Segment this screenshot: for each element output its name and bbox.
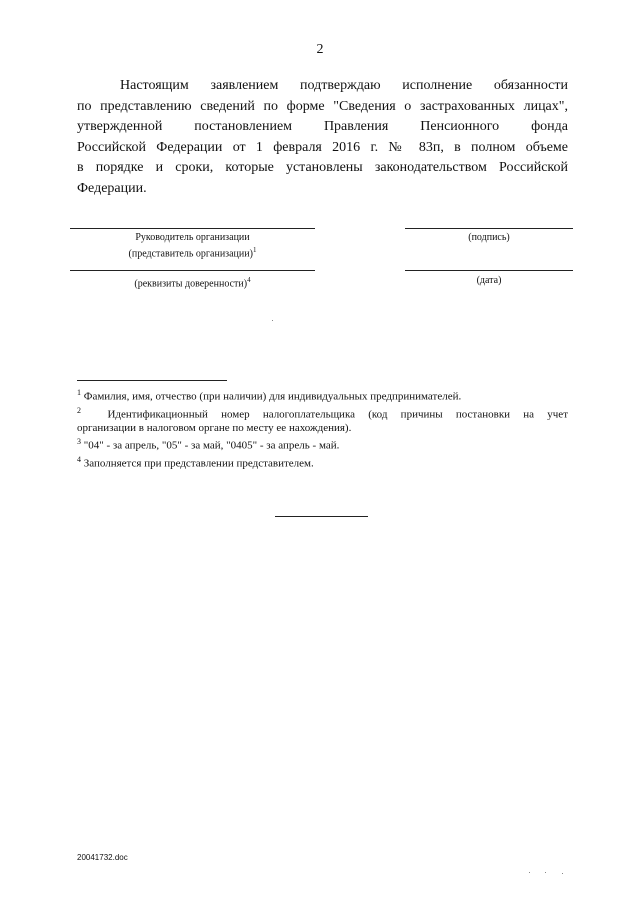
statement-line: Настоящим заявлением подтверждаю исполнение обязанности: [120, 78, 568, 93]
statement-line: Федерации.: [77, 180, 147, 196]
head-caption-line1: Руководитель организации: [135, 232, 250, 243]
date-caption: (дата): [476, 275, 502, 286]
document-reference: 20041732.doc: [77, 853, 128, 862]
head-name-line: [70, 228, 315, 229]
footnotes: [77, 386, 568, 471]
speck: [529, 872, 530, 873]
signature-line: [405, 228, 573, 229]
date-line: [405, 270, 573, 271]
speck: [545, 872, 546, 873]
statement-paragraph: [77, 76, 568, 199]
signature-caption: (подпись): [468, 232, 510, 243]
head-caption: [70, 231, 315, 260]
statement-line: по представлению сведений по форме "Сведения о застрахованных лицах",: [77, 98, 568, 114]
footnote-3: $^3$ "04" - за апрель, "05" - за май, "0405" - за апрель - май.: [77, 437, 340, 452]
page-number: 2: [316, 42, 324, 57]
footnote-separator: [77, 380, 227, 381]
footnote-1: $^1$ Фамилия, имя, отчество (при наличии) для индивидуальных предпринимателей.: [77, 388, 462, 403]
speck: [562, 873, 563, 874]
end-of-document-rule: [275, 516, 368, 517]
statement-line: в порядке и сроки, которые установлены законодательством Российской: [77, 160, 568, 175]
statement-line: утвержденной постановлением Правления Пенсионного фонда: [77, 119, 568, 134]
statement-line: Российской Федерации от 1 февраля 2016 г. № 83п, в полном объеме: [77, 139, 568, 155]
footnote-4: $^4$ Заполняется при представлении представителем.: [77, 454, 314, 470]
head-caption-line2: (представитель организации)$^1$: [128, 246, 257, 260]
proxy-caption: (реквизиты доверенности)$^4$: [134, 276, 251, 290]
speck: [272, 320, 273, 321]
footnote-2: $^2$ Идентификационный номер налогоплательщика (код причины постановки на учет организации в налоговом органе по месту ее нахождения).: [77, 405, 569, 435]
proxy-details-line: [70, 270, 315, 271]
